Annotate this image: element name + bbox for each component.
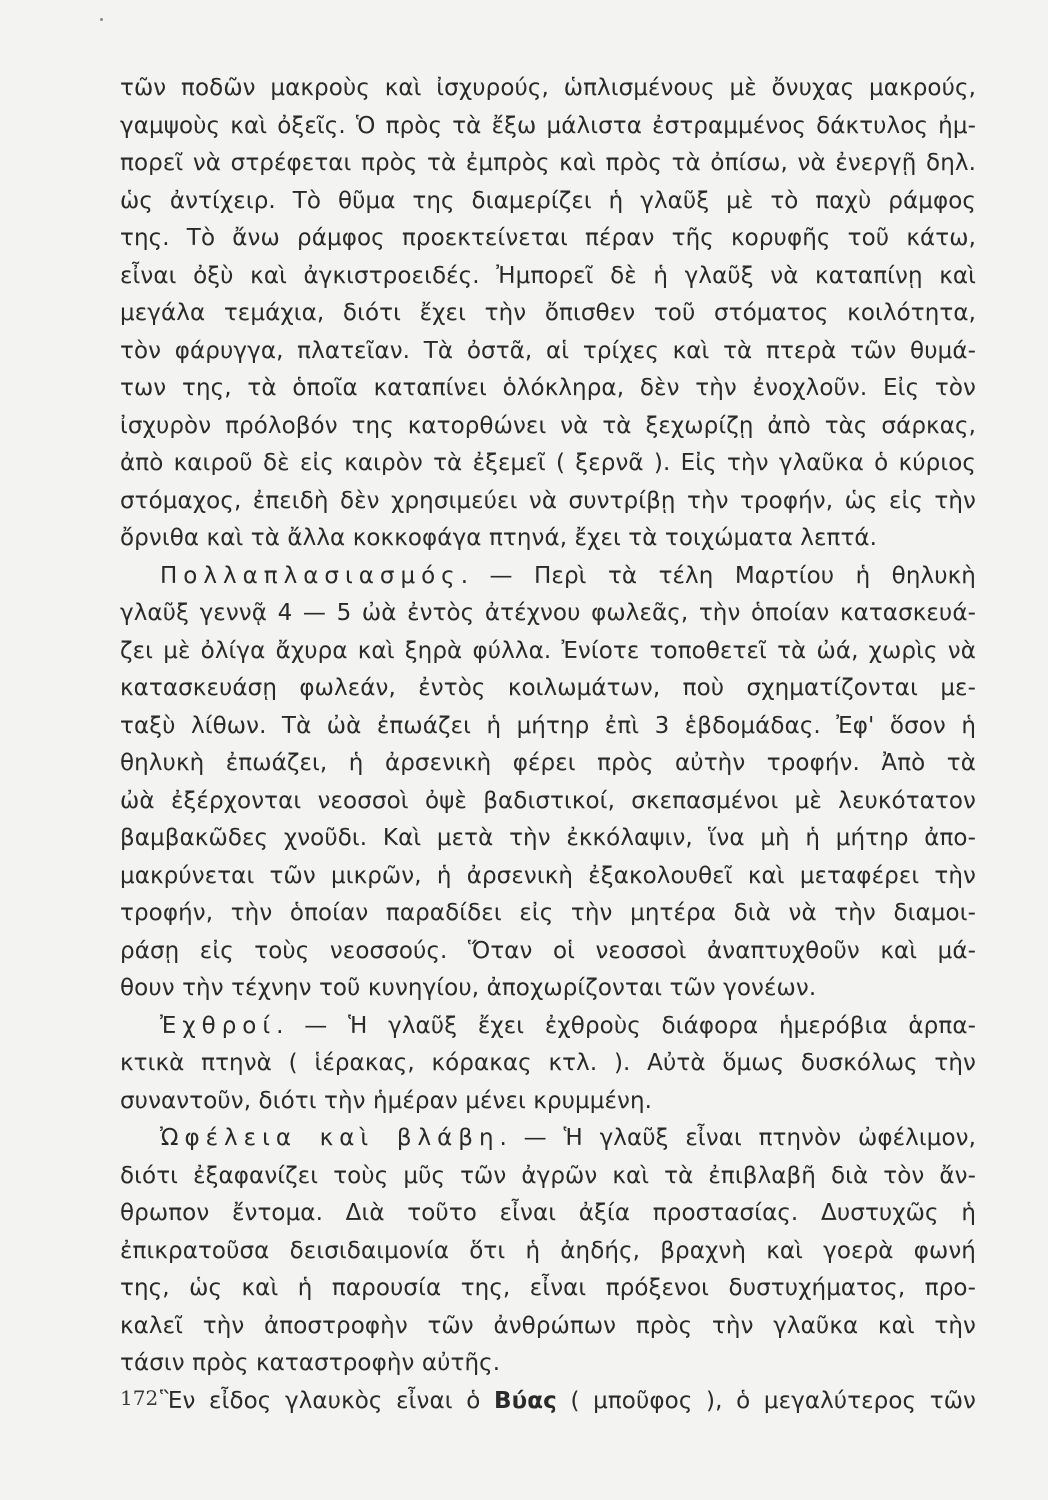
text-line: ἰσχυρὸν πρόλοβόν της κατορθώνει νὰ τὰ ξεχωρίζῃ ἀπὸ τὰς σάρκας,: [120, 412, 976, 439]
text-line: θηλυκὴ ἐπωάζει, ἡ ἀρσενικὴ φέρει πρὸς αὐτὴν τροφήν. Ἀπὸ τὰ: [120, 750, 976, 776]
text-line: ταξὺ λίθων. Τὰ ὠὰ ἐπωάζει ἡ μήτηρ ἐπὶ 3 ἑβδομάδας. Ἐφ' ὅσον ἡ: [120, 712, 976, 739]
text-line: γαμψοὺς καὶ ὀξεῖς. Ὁ πρὸς τὰ ἔξω μάλιστα ἐστραμμένος δάκτυλος ἠμ-: [120, 112, 976, 139]
text-fragment: . — Περὶ τὰ τέλη Μαρτίου ἡ θηλυκὴ: [460, 562, 976, 589]
section-heading: Ἐχθροί: [160, 1012, 277, 1039]
text-line: ὠὰ ἐξέρχονται νεοσσοὶ ὀψὲ βαδιστικοί, σκεπασμένοι μὲ λευκότατον: [120, 787, 976, 814]
text-line: ράσῃ εἰς τοὺς νεοσσούς. Ὅταν οἱ νεοσσοὶ ἀναπτυχθοῦν καὶ μά-: [120, 937, 976, 964]
text-line: ἐπικρατοῦσα δεισιδαιμονία ὅτι ἡ ἀηδής, βραχνὴ καὶ γοερὰ φωνή: [120, 1237, 976, 1264]
print-speck: [100, 18, 103, 21]
text-line: της. Τὸ ἄνω ράμφος προεκτείνεται πέραν τῆς κορυφῆς τοῦ κάτω,: [120, 225, 976, 251]
text-line: τὸν φάρυγγα, πλατεῖαν. Τὰ ὀστᾶ, αἱ τρίχες καὶ τὰ πτερὰ τῶν θυμά-: [120, 337, 976, 364]
text-line: ὄρνιθα καὶ τὰ ἄλλα κοκκοφάγα πτηνά, ἔχει τὰ τοιχώματα λεπτά.: [120, 525, 878, 551]
text-line: των της, τὰ ὁποῖα καταπίνει ὁλόκληρα, δὲν τὴν ἐνοχλοῦν. Εἰς τὸν: [120, 375, 976, 401]
text-line: γλαῦξ γεννᾷ 4 — 5 ὠὰ ἐντὸς ἀτέχνου φωλεᾶς, τὴν ὁποίαν κατασκευά-: [120, 600, 976, 626]
text-fragment: ( μποῦφος ), ὁ μεγαλύτερος τῶν: [556, 1387, 977, 1414]
text-line: τῶν ποδῶν μακροὺς καὶ ἰσχυρούς, ὡπλισμένους μὲ ὄνυχας μακρούς,: [120, 75, 976, 101]
text-line: θρωπον ἔντομα. Διὰ τοῦτο εἶναι ἀξία προστασίας. Δυστυχῶς ἡ: [120, 1200, 976, 1226]
text-line: στόμαχος, ἐπειδὴ δὲν χρησιμεύει νὰ συντρίβῃ τὴν τροφήν, ὡς εἰς τὴν: [120, 487, 976, 514]
text-line: βαμβακῶδες χνοῦδι. Καὶ μετὰ τὴν ἐκκόλαψιν, ἵνα μὴ ἡ μήτηρ ἀπο-: [120, 825, 976, 851]
text-line: θουν τὴν τέχνην τοῦ κυνηγίου, ἀποχωρίζονται τῶν γονέων.: [120, 975, 817, 1001]
page-number: 172: [120, 1386, 159, 1410]
text-line: μεγάλα τεμάχια, διότι ἔχει τὴν ὄπισθεν τοῦ στόματος κοιλότητα,: [120, 300, 976, 326]
text-fragment: . — Ἡ γλαῦξ εἶναι πτηνὸν ὠφέλιμον,: [499, 1125, 976, 1151]
text-line: πορεῖ νὰ στρέφεται πρὸς τὰ ἐμπρὸς καὶ πρὸς τὰ ὀπίσω, νὰ ἐνεργῇ δηλ.: [120, 150, 976, 176]
section-first-line: [120, 1008, 976, 1046]
section-heading: Πολλαπλασιασμός: [160, 562, 461, 589]
section-first-line: [120, 558, 976, 596]
text-line: συναντοῦν, διότι τὴν ἡμέραν μένει κρυμμένη.: [120, 1087, 653, 1114]
text-line: τροφήν, τὴν ὁποίαν παραδίδει εἰς τὴν μητέρα διὰ νὰ τὴν διαμοι-: [120, 900, 976, 926]
text-line: μακρύνεται τῶν μικρῶν, ἡ ἀρσενικὴ ἐξακολουθεῖ καὶ μεταφέρει τὴν: [120, 862, 976, 889]
section-first-line: [120, 1383, 976, 1421]
text-line: της, ὡς καὶ ἡ παρουσία της, εἶναι πρόξενοι δυστυχήματος, προ-: [120, 1275, 976, 1301]
text-fragment: . — Ἡ γλαῦξ ἔχει ἐχθροὺς διάφορα ἡμερόβια ἁρπα-: [276, 1012, 976, 1039]
text-line: ἀπὸ καιροῦ δὲ εἰς καιρὸν τὰ ἐξεμεῖ ( ξερνᾶ ). Εἰς τὴν γλαῦκα ὁ κύριος: [120, 450, 976, 476]
text-line: διότι ἐξαφανίζει τοὺς μῦς τῶν ἀγρῶν καὶ τὰ ἐπιβλαβῆ διὰ τὸν ἄν-: [120, 1162, 976, 1189]
text-fragment: Ἓν εἶδος γλαυκὸς εἶναι ὁ: [160, 1387, 494, 1414]
text-line: ὡς ἀντίχειρ. Τὸ θῦμα της διαμερίζει ἡ γλαῦξ μὲ τὸ παχὺ ράμφος: [120, 187, 976, 214]
text-line: καλεῖ τὴν ἀποστροφὴν τῶν ἀνθρώπων πρὸς τὴν γλαῦκα καὶ τὴν: [120, 1312, 976, 1339]
text-line: κατασκευάσῃ φωλεάν, ἐντὸς κοιλωμάτων, ποὺ σχηματίζονται με-: [120, 675, 976, 701]
text-line: εἶναι ὀξὺ καὶ ἀγκιστροειδές. Ἠμπορεῖ δὲ ἡ γλαῦξ νὰ καταπίνῃ καὶ: [120, 262, 976, 289]
body-text: [120, 70, 976, 1420]
section-first-line: [120, 1120, 976, 1158]
text-line: κτικὰ πτηνὰ ( ἱέρακας, κόρακας κτλ. ). Αὐτὰ ὅμως δυσκόλως τὴν: [120, 1050, 976, 1076]
species-name: Βύας: [493, 1387, 557, 1414]
text-line: τάσιν πρὸς καταστροφὴν αὐτῆς.: [120, 1350, 501, 1376]
section-heading: Ὠφέλεια καὶ βλάβη: [160, 1125, 500, 1151]
text-line: ζει μὲ ὀλίγα ἄχυρα καὶ ξηρὰ φύλλα. Ἐνίοτε τοποθετεῖ τὰ ὠά, χωρὶς νὰ: [120, 637, 976, 664]
